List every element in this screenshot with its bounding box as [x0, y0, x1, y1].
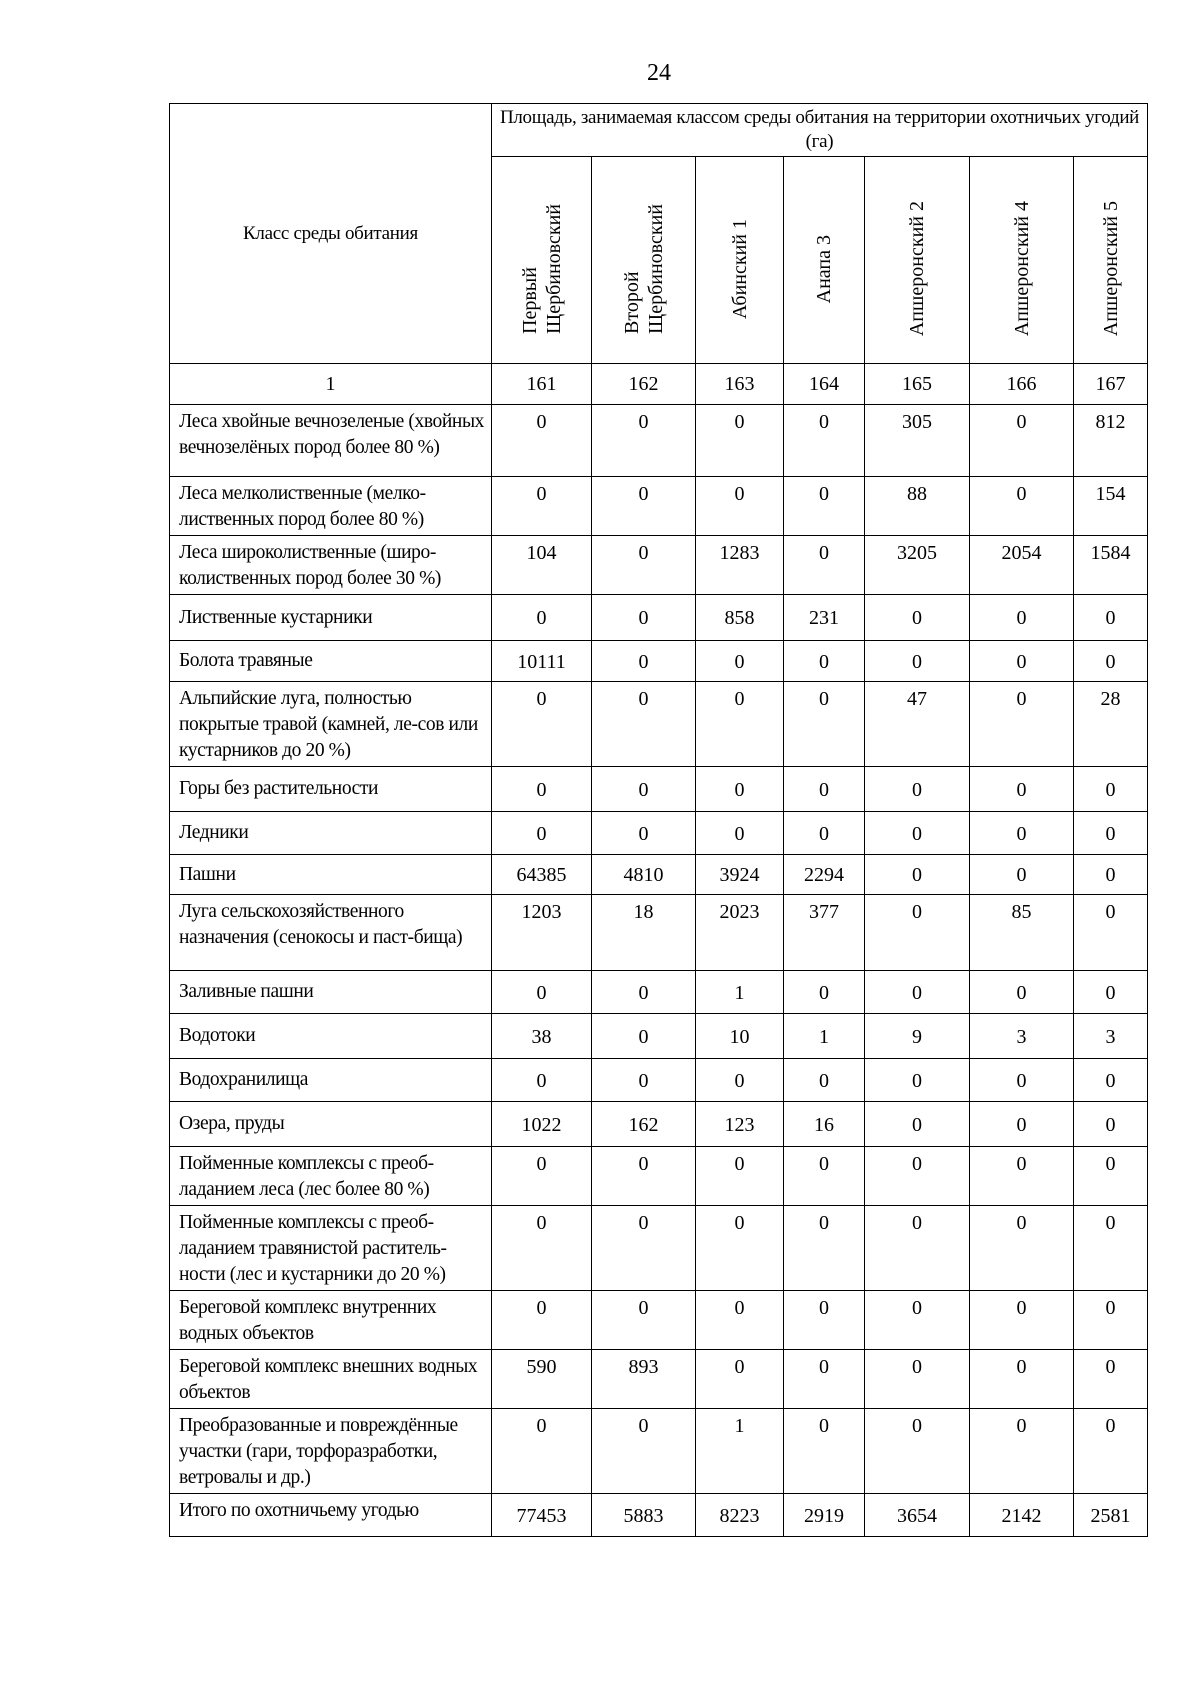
column-header [592, 157, 696, 364]
area-value: 0 [492, 971, 592, 1014]
area-value: 0 [865, 767, 970, 812]
table-row [170, 895, 1148, 971]
table-row [170, 1059, 1148, 1102]
area-value: 0 [865, 1350, 970, 1409]
area-value: 0 [970, 1409, 1074, 1494]
column-number: 167 [1074, 364, 1148, 405]
area-value: 305 [865, 405, 970, 477]
area-value: 0 [696, 1059, 784, 1102]
area-value: 0 [592, 1291, 696, 1350]
area-value: 0 [970, 1059, 1074, 1102]
column-header-label: Анапа 3 [813, 234, 835, 304]
area-value: 0 [492, 1147, 592, 1206]
class-column-header: Класс среды обитания [170, 104, 492, 364]
area-value: 0 [865, 1102, 970, 1147]
area-value: 0 [592, 767, 696, 812]
table-row [170, 971, 1148, 1014]
area-value: 64385 [492, 855, 592, 895]
area-value: 0 [696, 1291, 784, 1350]
area-value: 2581 [1074, 1494, 1148, 1537]
table-row [170, 477, 1148, 536]
area-value: 0 [1074, 1059, 1148, 1102]
area-value: 0 [492, 1206, 592, 1291]
column-number: 166 [970, 364, 1074, 405]
area-value: 0 [1074, 1147, 1148, 1206]
area-value: 0 [970, 1291, 1074, 1350]
area-value: 0 [784, 1291, 865, 1350]
area-value: 2294 [784, 855, 865, 895]
area-value: 0 [1074, 1350, 1148, 1409]
area-value: 0 [592, 1014, 696, 1059]
area-value: 0 [696, 812, 784, 855]
area-value: 0 [592, 1059, 696, 1102]
area-value: 0 [1074, 971, 1148, 1014]
table-row [170, 1350, 1148, 1409]
area-value: 0 [784, 971, 865, 1014]
table-row [170, 1014, 1148, 1059]
area-value: 0 [1074, 1102, 1148, 1147]
area-value: 0 [865, 812, 970, 855]
area-value: 28 [1074, 682, 1148, 767]
area-value: 0 [492, 595, 592, 641]
area-value: 0 [970, 1102, 1074, 1147]
area-value: 0 [784, 682, 865, 767]
habitat-class-label: Альпийские луга, полностью покрытые травой (камней, ле-сов или кустарников до 20 %) [170, 682, 492, 767]
area-value: 38 [492, 1014, 592, 1059]
area-value: 0 [865, 971, 970, 1014]
area-value: 1203 [492, 895, 592, 971]
area-value: 162 [592, 1102, 696, 1147]
area-value: 0 [592, 536, 696, 595]
habitat-class-label: Заливные пашни [170, 971, 492, 1014]
area-value: 3924 [696, 855, 784, 895]
area-value: 0 [784, 1409, 865, 1494]
area-value: 590 [492, 1350, 592, 1409]
area-value: 0 [696, 1206, 784, 1291]
table-row [170, 1409, 1148, 1494]
area-value: 9 [865, 1014, 970, 1059]
area-value: 0 [970, 477, 1074, 536]
area-value: 0 [1074, 855, 1148, 895]
table-row [170, 405, 1148, 477]
column-number: 161 [492, 364, 592, 405]
habitat-class-label: Береговой комплекс внешних водных объектов [170, 1350, 492, 1409]
area-value: 154 [1074, 477, 1148, 536]
area-value: 88 [865, 477, 970, 536]
total-row [170, 1494, 1148, 1537]
area-value: 0 [784, 1059, 865, 1102]
area-value: 0 [1074, 895, 1148, 971]
column-header-label: Второй Щербиновский [620, 204, 667, 334]
area-value: 0 [784, 477, 865, 536]
area-value: 0 [696, 682, 784, 767]
area-value: 0 [592, 405, 696, 477]
area-value: 0 [492, 767, 592, 812]
habitat-class-label: Леса хвойные вечнозеленые (хвойных вечнозелёных пород более 80 %) [170, 405, 492, 477]
area-value: 0 [1074, 641, 1148, 682]
area-value: 0 [1074, 1291, 1148, 1350]
area-value: 0 [784, 812, 865, 855]
area-value: 3654 [865, 1494, 970, 1537]
area-value: 5883 [592, 1494, 696, 1537]
habitat-class-label: Водотоки [170, 1014, 492, 1059]
area-value: 16 [784, 1102, 865, 1147]
area-value: 0 [1074, 1409, 1148, 1494]
area-value: 0 [970, 855, 1074, 895]
area-value: 10111 [492, 641, 592, 682]
page-number: 24 [647, 60, 671, 86]
area-value: 0 [492, 1059, 592, 1102]
area-value: 0 [1074, 767, 1148, 812]
area-value: 0 [696, 641, 784, 682]
area-value: 0 [696, 767, 784, 812]
habitat-class-label: Леса мелколиственные (мелко-лиственных пород более 80 %) [170, 477, 492, 536]
area-value: 2023 [696, 895, 784, 971]
table-row [170, 641, 1148, 682]
habitat-class-label: Горы без растительности [170, 767, 492, 812]
area-value: 123 [696, 1102, 784, 1147]
area-value: 0 [784, 405, 865, 477]
area-value: 0 [592, 812, 696, 855]
area-value: 2054 [970, 536, 1074, 595]
area-value: 77453 [492, 1494, 592, 1537]
area-value: 0 [784, 536, 865, 595]
habitat-class-label: Ледники [170, 812, 492, 855]
area-value: 0 [492, 477, 592, 536]
column-number: 165 [865, 364, 970, 405]
area-value: 0 [696, 1147, 784, 1206]
column-header-label: Апшеронский 4 [1010, 201, 1033, 337]
habitat-class-label: Луга сельскохозяйственного назначения (сенокосы и паст-бища) [170, 895, 492, 971]
area-value: 0 [970, 682, 1074, 767]
area-value: 0 [970, 1350, 1074, 1409]
area-value: 0 [1074, 812, 1148, 855]
column-header [1074, 157, 1148, 364]
area-value: 0 [492, 1409, 592, 1494]
habitat-area-table [169, 103, 1148, 1537]
area-value: 0 [970, 405, 1074, 477]
area-value: 893 [592, 1350, 696, 1409]
habitat-class-label: Водохранилища [170, 1059, 492, 1102]
area-value: 0 [696, 1350, 784, 1409]
area-value: 0 [696, 405, 784, 477]
area-value: 0 [592, 641, 696, 682]
area-value: 0 [970, 812, 1074, 855]
area-value: 3205 [865, 536, 970, 595]
habitat-class-label: Пойменные комплексы с преоб-ладанием травянистой раститель-ности (лес и кустарники до 20 %) [170, 1206, 492, 1291]
column-header-label: Апшеронский 2 [906, 201, 928, 337]
area-value: 0 [970, 1147, 1074, 1206]
area-value: 0 [592, 682, 696, 767]
column-number: 162 [592, 364, 696, 405]
area-value: 0 [970, 767, 1074, 812]
area-value: 0 [865, 855, 970, 895]
area-value: 0 [492, 1291, 592, 1350]
habitat-class-label: Итого по охотничьему угодью [170, 1494, 492, 1537]
area-value: 1584 [1074, 536, 1148, 595]
table-row [170, 536, 1148, 595]
habitat-class-label: Пойменные комплексы с преоб-ладанием леса (лес более 80 %) [170, 1147, 492, 1206]
area-value: 0 [865, 1059, 970, 1102]
table-row [170, 682, 1148, 767]
table-row [170, 1206, 1148, 1291]
table-row [170, 812, 1148, 855]
column-header-label: Абинский 1 [728, 218, 751, 319]
habitat-class-label: Преобразованные и повреждённые участки (гари, торфоразработки, ветровалы и др.) [170, 1409, 492, 1494]
area-value: 18 [592, 895, 696, 971]
column-header-label: Апшеронский 5 [1099, 201, 1122, 337]
area-value: 0 [592, 1409, 696, 1494]
area-value: 0 [492, 812, 592, 855]
area-value: 0 [592, 971, 696, 1014]
habitat-class-label: Болота травяные [170, 641, 492, 682]
area-value: 0 [970, 595, 1074, 641]
area-value: 2919 [784, 1494, 865, 1537]
area-value: 0 [784, 767, 865, 812]
table-row [170, 855, 1148, 895]
area-value: 0 [1074, 1206, 1148, 1291]
area-value: 0 [592, 477, 696, 536]
area-value: 1022 [492, 1102, 592, 1147]
area-value: 0 [784, 1147, 865, 1206]
table-row [170, 1102, 1148, 1147]
habitat-class-label: Озера, пруды [170, 1102, 492, 1147]
area-value: 0 [784, 1350, 865, 1409]
area-value: 377 [784, 895, 865, 971]
area-value: 0 [784, 1206, 865, 1291]
column-number: 164 [784, 364, 865, 405]
area-value: 0 [865, 641, 970, 682]
area-value: 1283 [696, 536, 784, 595]
table-row [170, 767, 1148, 812]
column-header [696, 157, 784, 364]
area-value: 0 [784, 641, 865, 682]
area-value: 812 [1074, 405, 1148, 477]
table-row [170, 1147, 1148, 1206]
area-value: 104 [492, 536, 592, 595]
area-value: 0 [492, 405, 592, 477]
area-value: 2142 [970, 1494, 1074, 1537]
area-value: 0 [492, 682, 592, 767]
area-value: 0 [865, 1291, 970, 1350]
habitat-class-label: Леса широколиственные (широ-колиственных пород более 30 %) [170, 536, 492, 595]
area-value: 47 [865, 682, 970, 767]
column-header [784, 157, 865, 364]
area-value: 858 [696, 595, 784, 641]
column-number: 1 [170, 364, 492, 405]
area-value: 10 [696, 1014, 784, 1059]
table-row [170, 1291, 1148, 1350]
habitat-class-label: Пашни [170, 855, 492, 895]
area-value: 0 [970, 971, 1074, 1014]
habitat-class-label: Лиственные кустарники [170, 595, 492, 641]
area-value: 3 [970, 1014, 1074, 1059]
area-group-header: Площадь, занимаемая классом среды обитания на территории охотничьих угодий (га) [492, 104, 1148, 157]
area-value: 0 [1074, 595, 1148, 641]
area-value: 0 [592, 1206, 696, 1291]
area-value: 0 [865, 895, 970, 971]
column-number: 163 [696, 364, 784, 405]
area-value: 0 [592, 1147, 696, 1206]
area-value: 0 [970, 1206, 1074, 1291]
area-value: 231 [784, 595, 865, 641]
column-header-label: Первый Щербиновский [518, 204, 565, 334]
column-header [492, 157, 592, 364]
area-value: 0 [865, 1206, 970, 1291]
area-value: 3 [1074, 1014, 1148, 1059]
area-value: 0 [970, 641, 1074, 682]
area-value: 1 [696, 1409, 784, 1494]
area-value: 85 [970, 895, 1074, 971]
area-value: 0 [865, 1409, 970, 1494]
column-header [865, 157, 970, 364]
area-value: 0 [865, 595, 970, 641]
habitat-class-label: Береговой комплекс внутренних водных объектов [170, 1291, 492, 1350]
area-value: 0 [592, 595, 696, 641]
area-value: 0 [865, 1147, 970, 1206]
area-value: 0 [696, 477, 784, 536]
area-value: 4810 [592, 855, 696, 895]
area-value: 8223 [696, 1494, 784, 1537]
table-row [170, 595, 1148, 641]
column-header [970, 157, 1074, 364]
area-value: 1 [784, 1014, 865, 1059]
area-value: 1 [696, 971, 784, 1014]
